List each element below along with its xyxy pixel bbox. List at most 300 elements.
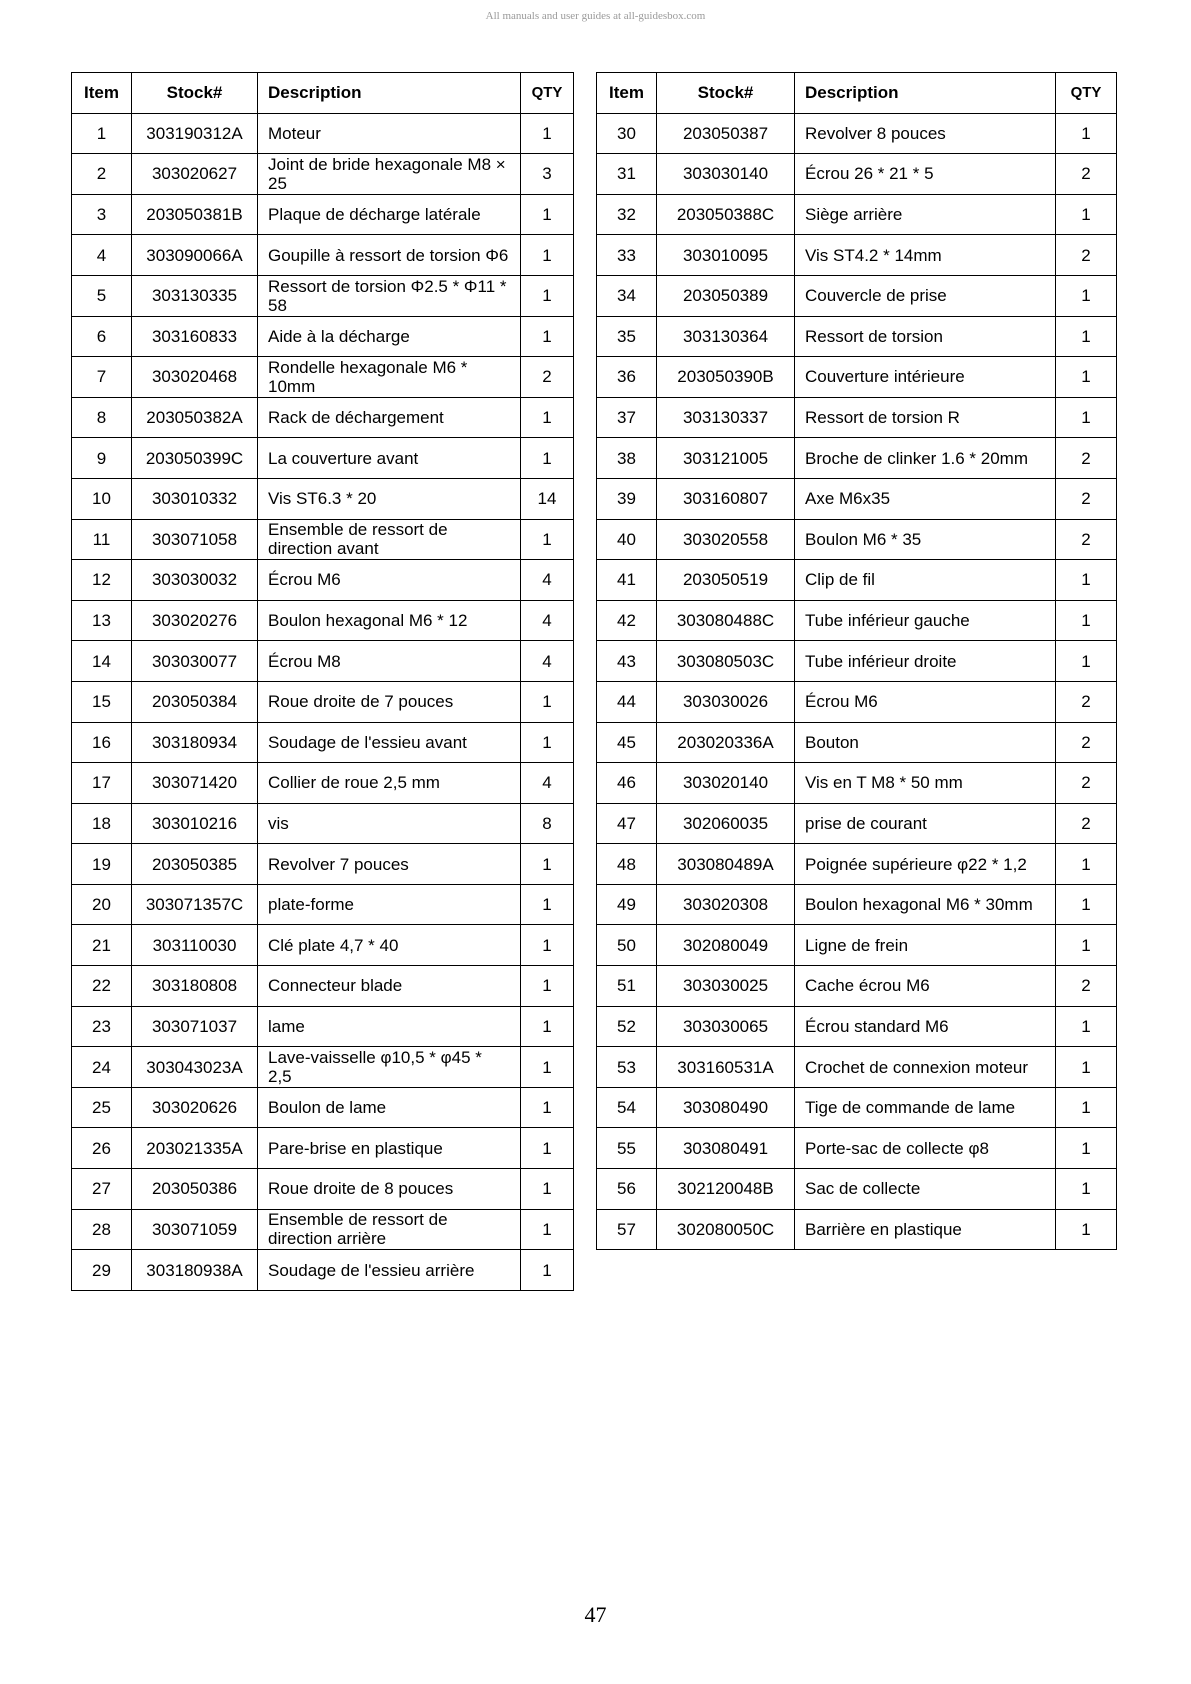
stock-number-cell: 303110030 [132, 925, 258, 966]
description-cell: La couverture avant [258, 438, 521, 479]
table-row [72, 1250, 574, 1291]
table-row [597, 560, 1117, 601]
stock-number-cell: 203050381B [132, 194, 258, 235]
item-number-cell: 44 [597, 681, 657, 722]
description-cell: Roue droite de 8 pouces [258, 1169, 521, 1210]
stock-number-cell: 303180934 [132, 722, 258, 763]
stock-number-cell: 302060035 [657, 803, 795, 844]
quantity-cell: 2 [1056, 154, 1117, 195]
item-number-cell: 51 [597, 966, 657, 1007]
item-number-cell: 30 [597, 113, 657, 154]
description-cell: Écrou M6 [795, 681, 1056, 722]
description-cell: Cache écrou M6 [795, 966, 1056, 1007]
stock-number-cell: 303180938A [132, 1250, 258, 1291]
column-header-stock: Stock# [132, 73, 258, 114]
description-cell: Axe M6x35 [795, 478, 1056, 519]
quantity-cell: 1 [1056, 397, 1117, 438]
quantity-cell: 1 [521, 1169, 574, 1210]
quantity-cell: 14 [521, 478, 574, 519]
description-cell: Couvercle de prise [795, 275, 1056, 316]
table-row [597, 194, 1117, 235]
table-row [597, 1047, 1117, 1088]
quantity-cell: 2 [1056, 722, 1117, 763]
column-header-description: Description [795, 73, 1056, 114]
table-row [72, 357, 574, 398]
table-row [72, 560, 574, 601]
quantity-cell: 1 [521, 1128, 574, 1169]
table-row [597, 884, 1117, 925]
table-row [597, 154, 1117, 195]
parts-table-right-body [597, 113, 1117, 1250]
stock-number-cell: 303030140 [657, 154, 795, 195]
stock-number-cell: 303121005 [657, 438, 795, 479]
item-number-cell: 5 [72, 275, 132, 316]
stock-number-cell: 303020558 [657, 519, 795, 560]
quantity-cell: 1 [1056, 275, 1117, 316]
quantity-cell: 1 [1056, 1128, 1117, 1169]
table-row [72, 519, 574, 560]
item-number-cell: 32 [597, 194, 657, 235]
stock-number-cell: 303130337 [657, 397, 795, 438]
quantity-cell: 1 [521, 844, 574, 885]
stock-number-cell: 303190312A [132, 113, 258, 154]
table-row [597, 235, 1117, 276]
item-number-cell: 38 [597, 438, 657, 479]
item-number-cell: 49 [597, 884, 657, 925]
table-row [597, 397, 1117, 438]
table-row [597, 844, 1117, 885]
description-cell: plate-forme [258, 884, 521, 925]
description-cell: Boulon hexagonal M6 * 30mm [795, 884, 1056, 925]
table-row [72, 803, 574, 844]
description-cell: Vis en T M8 * 50 mm [795, 763, 1056, 804]
quantity-cell: 1 [1056, 357, 1117, 398]
table-row [597, 1169, 1117, 1210]
description-cell: Ensemble de ressort de direction avant [258, 519, 521, 560]
description-cell: Crochet de connexion moteur [795, 1047, 1056, 1088]
item-number-cell: 31 [597, 154, 657, 195]
stock-number-cell: 303130364 [657, 316, 795, 357]
quantity-cell: 1 [521, 316, 574, 357]
quantity-cell: 2 [1056, 803, 1117, 844]
parts-table-right [596, 72, 1117, 1250]
item-number-cell: 4 [72, 235, 132, 276]
stock-number-cell: 303020140 [657, 763, 795, 804]
quantity-cell: 1 [521, 275, 574, 316]
stock-number-cell: 303020308 [657, 884, 795, 925]
description-cell: Roue droite de 7 pouces [258, 681, 521, 722]
description-cell: Ressort de torsion R [795, 397, 1056, 438]
description-cell: Boulon de lame [258, 1087, 521, 1128]
description-cell: Plaque de décharge latérale [258, 194, 521, 235]
parts-table-left [71, 72, 574, 1291]
stock-number-cell: 303080490 [657, 1087, 795, 1128]
item-number-cell: 24 [72, 1047, 132, 1088]
stock-number-cell: 303160833 [132, 316, 258, 357]
description-cell: Siège arrière [795, 194, 1056, 235]
table-row [72, 1169, 574, 1210]
stock-number-cell: 203050519 [657, 560, 795, 601]
item-number-cell: 43 [597, 641, 657, 682]
quantity-cell: 1 [1056, 560, 1117, 601]
description-cell: Ligne de frein [795, 925, 1056, 966]
quantity-cell: 1 [1056, 641, 1117, 682]
item-number-cell: 3 [72, 194, 132, 235]
item-number-cell: 52 [597, 1006, 657, 1047]
table-row [72, 641, 574, 682]
table-row [597, 600, 1117, 641]
table-row [597, 681, 1117, 722]
quantity-cell: 2 [1056, 763, 1117, 804]
stock-number-cell: 303020626 [132, 1087, 258, 1128]
description-cell: Sac de collecte [795, 1169, 1056, 1210]
item-number-cell: 25 [72, 1087, 132, 1128]
stock-number-cell: 303080491 [657, 1128, 795, 1169]
item-number-cell: 46 [597, 763, 657, 804]
table-row [597, 113, 1117, 154]
table-row [597, 641, 1117, 682]
quantity-cell: 4 [521, 560, 574, 601]
description-cell: Soudage de l'essieu avant [258, 722, 521, 763]
item-number-cell: 40 [597, 519, 657, 560]
item-number-cell: 17 [72, 763, 132, 804]
item-number-cell: 57 [597, 1209, 657, 1250]
quantity-cell: 2 [1056, 438, 1117, 479]
quantity-cell: 1 [521, 397, 574, 438]
stock-number-cell: 203020336A [657, 722, 795, 763]
column-header-qty: QTY [521, 73, 574, 114]
quantity-cell: 4 [521, 641, 574, 682]
quantity-cell: 1 [1056, 1087, 1117, 1128]
description-cell: Connecteur blade [258, 966, 521, 1007]
stock-number-cell: 303160531A [657, 1047, 795, 1088]
description-cell: Couverture intérieure [795, 357, 1056, 398]
column-header-item: Item [597, 73, 657, 114]
table-row [72, 1209, 574, 1250]
table-row [72, 275, 574, 316]
item-number-cell: 42 [597, 600, 657, 641]
table-row [72, 600, 574, 641]
item-number-cell: 9 [72, 438, 132, 479]
item-number-cell: 15 [72, 681, 132, 722]
quantity-cell: 3 [521, 154, 574, 195]
stock-number-cell: 303071058 [132, 519, 258, 560]
stock-number-cell: 303030025 [657, 966, 795, 1007]
stock-number-cell: 303080488C [657, 600, 795, 641]
column-header-qty: QTY [1056, 73, 1117, 114]
stock-number-cell: 303020468 [132, 357, 258, 398]
item-number-cell: 14 [72, 641, 132, 682]
stock-number-cell: 303071037 [132, 1006, 258, 1047]
stock-number-cell: 203050389 [657, 275, 795, 316]
description-cell: Aide à la décharge [258, 316, 521, 357]
quantity-cell: 1 [1056, 884, 1117, 925]
description-cell: Vis ST6.3 * 20 [258, 478, 521, 519]
quantity-cell: 1 [521, 681, 574, 722]
item-number-cell: 41 [597, 560, 657, 601]
item-number-cell: 48 [597, 844, 657, 885]
stock-number-cell: 303071420 [132, 763, 258, 804]
item-number-cell: 45 [597, 722, 657, 763]
quantity-cell: 2 [1056, 519, 1117, 560]
description-cell: Joint de bride hexagonale M8 × 25 [258, 154, 521, 195]
description-cell: Revolver 8 pouces [795, 113, 1056, 154]
quantity-cell: 1 [521, 1209, 574, 1250]
description-cell: Poignée supérieure φ22 * 1,2 [795, 844, 1056, 885]
quantity-cell: 1 [521, 884, 574, 925]
stock-number-cell: 303080489A [657, 844, 795, 885]
description-cell: Rondelle hexagonale M6 * 10mm [258, 357, 521, 398]
table-row [597, 1128, 1117, 1169]
description-cell: Broche de clinker 1.6 * 20mm [795, 438, 1056, 479]
table-row [597, 438, 1117, 479]
quantity-cell: 2 [1056, 966, 1117, 1007]
table-row [72, 844, 574, 885]
stock-number-cell: 303020276 [132, 600, 258, 641]
item-number-cell: 29 [72, 1250, 132, 1291]
description-cell: Écrou M8 [258, 641, 521, 682]
table-row [597, 519, 1117, 560]
quantity-cell: 4 [521, 600, 574, 641]
description-cell: vis [258, 803, 521, 844]
table-row [597, 316, 1117, 357]
item-number-cell: 26 [72, 1128, 132, 1169]
description-cell: Boulon hexagonal M6 * 12 [258, 600, 521, 641]
quantity-cell: 1 [521, 722, 574, 763]
table-row [72, 925, 574, 966]
table-header-row [72, 73, 574, 114]
description-cell: Tige de commande de lame [795, 1087, 1056, 1128]
item-number-cell: 22 [72, 966, 132, 1007]
stock-number-cell: 203050388C [657, 194, 795, 235]
stock-number-cell: 303030077 [132, 641, 258, 682]
description-cell: Boulon M6 * 35 [795, 519, 1056, 560]
stock-number-cell: 203050385 [132, 844, 258, 885]
stock-number-cell: 203050386 [132, 1169, 258, 1210]
stock-number-cell: 203021335A [132, 1128, 258, 1169]
column-header-item: Item [72, 73, 132, 114]
table-row [597, 1006, 1117, 1047]
description-cell: Lave-vaisselle φ10,5 * φ45 * 2,5 [258, 1047, 521, 1088]
stock-number-cell: 302080050C [657, 1209, 795, 1250]
stock-number-cell: 302120048B [657, 1169, 795, 1210]
description-cell: Revolver 7 pouces [258, 844, 521, 885]
table-row [597, 357, 1117, 398]
item-number-cell: 10 [72, 478, 132, 519]
quantity-cell: 1 [521, 925, 574, 966]
table-row [597, 722, 1117, 763]
item-number-cell: 47 [597, 803, 657, 844]
stock-number-cell: 303043023A [132, 1047, 258, 1088]
stock-number-cell: 303071357C [132, 884, 258, 925]
item-number-cell: 2 [72, 154, 132, 195]
stock-number-cell: 303010216 [132, 803, 258, 844]
table-header-row [597, 73, 1117, 114]
description-cell: Collier de roue 2,5 mm [258, 763, 521, 804]
stock-number-cell: 203050390B [657, 357, 795, 398]
description-cell: Écrou standard M6 [795, 1006, 1056, 1047]
stock-number-cell: 303010332 [132, 478, 258, 519]
quantity-cell: 8 [521, 803, 574, 844]
table-row [597, 966, 1117, 1007]
table-row [72, 478, 574, 519]
item-number-cell: 33 [597, 235, 657, 276]
description-cell: Ressort de torsion [795, 316, 1056, 357]
item-number-cell: 28 [72, 1209, 132, 1250]
item-number-cell: 19 [72, 844, 132, 885]
quantity-cell: 1 [521, 194, 574, 235]
table-row [597, 1087, 1117, 1128]
item-number-cell: 54 [597, 1087, 657, 1128]
stock-number-cell: 302080049 [657, 925, 795, 966]
table-row [72, 397, 574, 438]
item-number-cell: 50 [597, 925, 657, 966]
description-cell: Clé plate 4,7 * 40 [258, 925, 521, 966]
description-cell: Porte-sac de collecte φ8 [795, 1128, 1056, 1169]
table-row [72, 113, 574, 154]
item-number-cell: 23 [72, 1006, 132, 1047]
stock-number-cell: 303030032 [132, 560, 258, 601]
stock-number-cell: 303030065 [657, 1006, 795, 1047]
item-number-cell: 39 [597, 478, 657, 519]
page-number: 47 [584, 1602, 607, 1627]
quantity-cell: 1 [521, 966, 574, 1007]
quantity-cell: 1 [1056, 316, 1117, 357]
quantity-cell: 2 [1056, 478, 1117, 519]
item-number-cell: 13 [72, 600, 132, 641]
stock-number-cell: 203050384 [132, 681, 258, 722]
quantity-cell: 1 [1056, 1169, 1117, 1210]
quantity-cell: 4 [521, 763, 574, 804]
quantity-cell: 2 [1056, 681, 1117, 722]
table-row [72, 316, 574, 357]
table-row [72, 235, 574, 276]
quantity-cell: 1 [521, 1006, 574, 1047]
table-row [72, 681, 574, 722]
quantity-cell: 1 [521, 113, 574, 154]
table-row [72, 1006, 574, 1047]
table-row [597, 275, 1117, 316]
quantity-cell: 1 [521, 1250, 574, 1291]
item-number-cell: 56 [597, 1169, 657, 1210]
stock-number-cell: 303090066A [132, 235, 258, 276]
item-number-cell: 7 [72, 357, 132, 398]
table-row [72, 1128, 574, 1169]
item-number-cell: 20 [72, 884, 132, 925]
item-number-cell: 8 [72, 397, 132, 438]
header-watermark-note: All manuals and user guides at all-guidesbox.com [485, 10, 706, 22]
quantity-cell: 1 [521, 519, 574, 560]
stock-number-cell: 303180808 [132, 966, 258, 1007]
quantity-cell: 1 [521, 1087, 574, 1128]
description-cell: Clip de fil [795, 560, 1056, 601]
item-number-cell: 11 [72, 519, 132, 560]
description-cell: Bouton [795, 722, 1056, 763]
stock-number-cell: 203050399C [132, 438, 258, 479]
description-cell: Ensemble de ressort de direction arrière [258, 1209, 521, 1250]
quantity-cell: 1 [1056, 600, 1117, 641]
description-cell: prise de courant [795, 803, 1056, 844]
description-cell: Écrou 26 * 21 * 5 [795, 154, 1056, 195]
table-row [597, 478, 1117, 519]
column-header-description: Description [258, 73, 521, 114]
description-cell: Tube inférieur gauche [795, 600, 1056, 641]
quantity-cell: 1 [1056, 194, 1117, 235]
stock-number-cell: 303080503C [657, 641, 795, 682]
item-number-cell: 1 [72, 113, 132, 154]
table-row [72, 1047, 574, 1088]
stock-number-cell: 203050382A [132, 397, 258, 438]
stock-number-cell: 303130335 [132, 275, 258, 316]
table-row [597, 763, 1117, 804]
quantity-cell: 1 [1056, 925, 1117, 966]
stock-number-cell: 203050387 [657, 113, 795, 154]
stock-number-cell: 303020627 [132, 154, 258, 195]
description-cell: lame [258, 1006, 521, 1047]
table-row [597, 1209, 1117, 1250]
table-row [72, 966, 574, 1007]
table-row [72, 884, 574, 925]
table-row [597, 925, 1117, 966]
description-cell: Moteur [258, 113, 521, 154]
table-row [72, 1087, 574, 1128]
quantity-cell: 1 [521, 438, 574, 479]
stock-number-cell: 303010095 [657, 235, 795, 276]
table-row [72, 154, 574, 195]
description-cell: Rack de déchargement [258, 397, 521, 438]
item-number-cell: 27 [72, 1169, 132, 1210]
item-number-cell: 53 [597, 1047, 657, 1088]
item-number-cell: 12 [72, 560, 132, 601]
parts-table-left-body [72, 113, 574, 1290]
description-cell: Ressort de torsion Φ2.5 * Φ11 * 58 [258, 275, 521, 316]
item-number-cell: 37 [597, 397, 657, 438]
item-number-cell: 21 [72, 925, 132, 966]
description-cell: Écrou M6 [258, 560, 521, 601]
quantity-cell: 1 [1056, 1006, 1117, 1047]
item-number-cell: 35 [597, 316, 657, 357]
table-row [597, 803, 1117, 844]
quantity-cell: 2 [1056, 235, 1117, 276]
quantity-cell: 1 [1056, 1209, 1117, 1250]
description-cell: Goupille à ressort de torsion Φ6 [258, 235, 521, 276]
item-number-cell: 36 [597, 357, 657, 398]
quantity-cell: 1 [521, 1047, 574, 1088]
quantity-cell: 1 [1056, 113, 1117, 154]
item-number-cell: 34 [597, 275, 657, 316]
stock-number-cell: 303030026 [657, 681, 795, 722]
description-cell: Soudage de l'essieu arrière [258, 1250, 521, 1291]
quantity-cell: 2 [521, 357, 574, 398]
item-number-cell: 16 [72, 722, 132, 763]
item-number-cell: 6 [72, 316, 132, 357]
column-header-stock: Stock# [657, 73, 795, 114]
item-number-cell: 18 [72, 803, 132, 844]
description-cell: Pare-brise en plastique [258, 1128, 521, 1169]
table-row [72, 763, 574, 804]
stock-number-cell: 303071059 [132, 1209, 258, 1250]
quantity-cell: 1 [1056, 1047, 1117, 1088]
description-cell: Barrière en plastique [795, 1209, 1056, 1250]
quantity-cell: 1 [1056, 844, 1117, 885]
description-cell: Vis ST4.2 * 14mm [795, 235, 1056, 276]
description-cell: Tube inférieur droite [795, 641, 1056, 682]
stock-number-cell: 303160807 [657, 478, 795, 519]
item-number-cell: 55 [597, 1128, 657, 1169]
table-row [72, 438, 574, 479]
quantity-cell: 1 [521, 235, 574, 276]
table-row [72, 194, 574, 235]
